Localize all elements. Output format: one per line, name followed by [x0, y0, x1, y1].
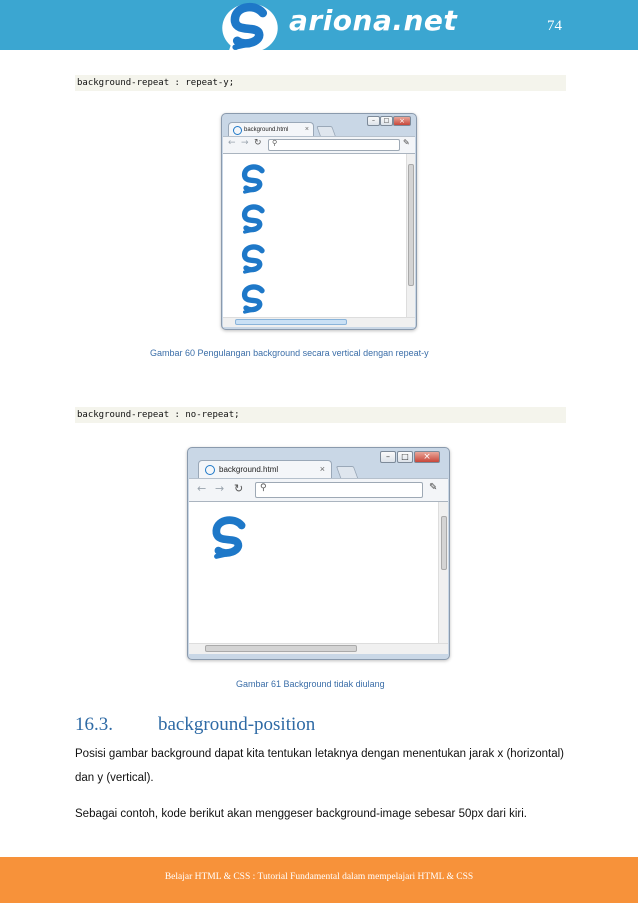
ariona-logo-icon: [234, 280, 274, 320]
close-icon[interactable]: ×: [414, 451, 440, 463]
ariona-logo-icon: [234, 200, 274, 240]
scrollbar-thumb[interactable]: [408, 164, 414, 286]
figure-caption: Gambar 60 Pengulangan background secara vertical dengan repeat-y: [150, 348, 429, 358]
new-tab-button[interactable]: [336, 466, 358, 478]
footer-bar: [0, 857, 638, 903]
footer-text: Belajar HTML & CSS : Tutorial Fundamental dalam mempelajari HTML & CSS: [164, 872, 474, 882]
ariona-logo-icon: [201, 510, 259, 568]
browser-window-repeat-y: [221, 113, 417, 330]
horizontal-scrollbar[interactable]: [189, 643, 448, 654]
new-tab-button[interactable]: [316, 126, 336, 136]
browser-window-no-repeat: [187, 447, 450, 660]
scrollbar-thumb[interactable]: [205, 645, 357, 652]
tab-close-icon[interactable]: ×: [319, 464, 325, 474]
address-bar[interactable]: [255, 482, 423, 498]
section-title: background-position: [158, 714, 316, 735]
back-arrow-icon[interactable]: ←: [228, 138, 236, 148]
browser-tab[interactable]: [228, 122, 314, 137]
search-icon: ⚲: [272, 139, 278, 147]
tab-favicon-icon: [205, 465, 215, 475]
forward-arrow-icon[interactable]: →: [241, 138, 249, 148]
reload-icon[interactable]: ↻: [234, 482, 244, 495]
browser-viewport: [189, 501, 448, 644]
vertical-scrollbar[interactable]: [406, 154, 415, 318]
maximize-icon[interactable]: □: [397, 451, 413, 463]
section-heading: [75, 714, 315, 736]
minimize-icon[interactable]: –: [380, 451, 396, 463]
figure-caption: Gambar 61 Background tidak diulang: [236, 679, 385, 689]
maximize-icon[interactable]: □: [380, 116, 393, 126]
section-number: 16.3.: [75, 714, 113, 735]
horizontal-scrollbar[interactable]: [223, 317, 415, 327]
header-bar: [0, 0, 638, 50]
code-block-repeat-y: background-repeat : repeat-y;: [75, 75, 566, 91]
minimize-icon[interactable]: –: [367, 116, 380, 126]
address-bar[interactable]: [268, 139, 400, 151]
browser-viewport: [223, 153, 415, 318]
close-icon[interactable]: ×: [393, 116, 411, 126]
search-icon: ⚲: [260, 483, 267, 493]
tab-title: background.html: [244, 127, 289, 133]
reload-icon[interactable]: ↻: [254, 138, 262, 148]
browser-toolbar: [223, 136, 415, 153]
scrollbar-thumb[interactable]: [235, 319, 347, 325]
paragraph: Posisi gambar background dapat kita tentukan letaknya dengan menentukan jarak x (horizontal) dan y (vertical).: [75, 748, 564, 784]
forward-arrow-icon[interactable]: →: [215, 482, 225, 495]
browser-toolbar: [189, 478, 448, 501]
tab-favicon-icon: [233, 126, 242, 135]
ariona-logo-icon: [234, 160, 274, 200]
wrench-icon[interactable]: ✎: [403, 138, 410, 147]
vertical-scrollbar[interactable]: [438, 502, 448, 644]
tab-close-icon[interactable]: ×: [304, 126, 309, 133]
ariona-logo-icon: [218, 0, 282, 60]
code-block-no-repeat: background-repeat : no-repeat;: [75, 407, 566, 423]
paragraph: Sebagai contoh, kode berikut akan menggeser background-image sebesar 50px dari kiri.: [75, 808, 527, 820]
wrench-icon[interactable]: ✎: [429, 482, 438, 493]
back-arrow-icon[interactable]: ←: [197, 482, 207, 495]
site-name: ariona.net: [289, 4, 458, 37]
scrollbar-thumb[interactable]: [441, 516, 447, 570]
page-number: 74: [547, 18, 562, 34]
tab-title: background.html: [219, 465, 279, 474]
browser-tab[interactable]: [198, 460, 332, 478]
ariona-logo-icon: [234, 240, 274, 280]
